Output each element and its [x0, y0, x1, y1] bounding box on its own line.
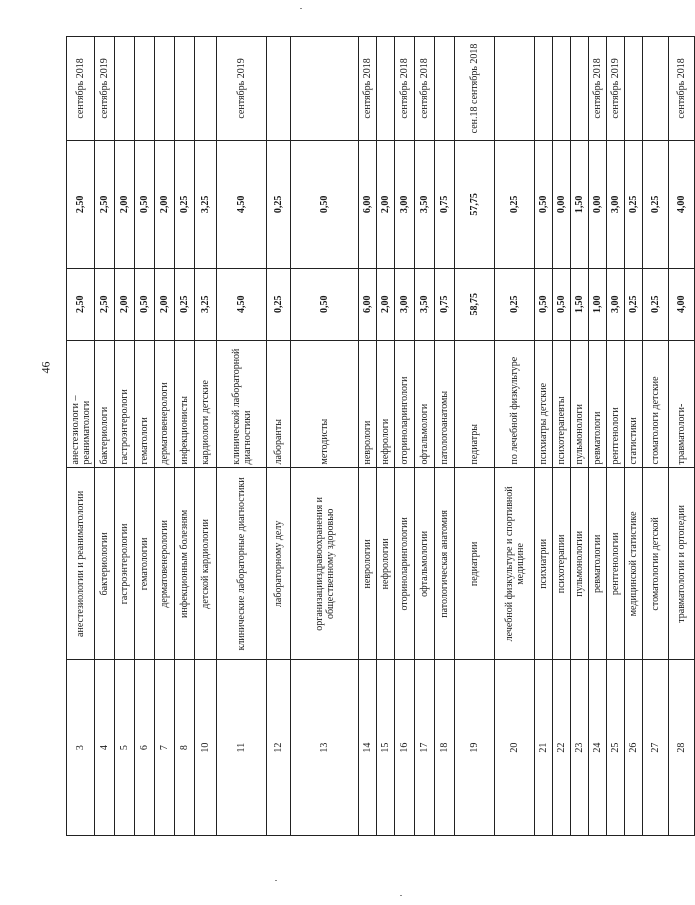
filled-cell: 6,00 — [359, 140, 377, 268]
date-cell: сен.18 сентябрь 2018 — [455, 37, 495, 141]
row-number: 4 — [95, 660, 115, 836]
specialty-cell: лабораторному делу — [267, 468, 291, 660]
date-cell — [535, 37, 553, 141]
filled-cell: 4,50 — [217, 140, 267, 268]
filled-cell: 2,00 — [115, 140, 135, 268]
specialty-cell: анестезиологии и реаниматологии — [67, 468, 95, 660]
filled-cell: 0,50 — [535, 140, 553, 268]
date-cell: сентябрь 2018 — [589, 37, 607, 141]
filled-cell: 3,25 — [195, 140, 217, 268]
rate-cell: 3,50 — [415, 268, 435, 340]
row-number: 26 — [625, 660, 643, 836]
specialty-cell: клинические лабораторные диагностики — [217, 468, 267, 660]
profile-cell: лаборанты — [267, 340, 291, 468]
rate-cell: 0,50 — [291, 268, 359, 340]
filled-cell: 0,00 — [553, 140, 571, 268]
specialty-cell: нефрологии — [377, 468, 395, 660]
row-number: 21 — [535, 660, 553, 836]
filled-cell: 2,50 — [95, 140, 115, 268]
row-number: 27 — [643, 660, 669, 836]
row-number: 16 — [395, 660, 415, 836]
row-number: 11 — [217, 660, 267, 836]
rate-cell: 6,00 — [359, 268, 377, 340]
filled-cell: 2,00 — [155, 140, 175, 268]
table-row — [67, 37, 95, 836]
filled-cell: 0,25 — [625, 140, 643, 268]
specialty-cell: лечебной физкультуре и спортивной медицине — [495, 468, 535, 660]
rate-cell: 0,50 — [535, 268, 553, 340]
profile-cell: гематологи — [135, 340, 155, 468]
date-cell — [175, 37, 195, 141]
specialty-cell: организацииздравоохранения и общественному здоровью — [291, 468, 359, 660]
date-cell — [553, 37, 571, 141]
specialty-cell: пульмонологии — [571, 468, 589, 660]
rate-cell: 2,50 — [95, 268, 115, 340]
table-row — [553, 37, 571, 836]
table-row — [359, 37, 377, 836]
table-row — [535, 37, 553, 836]
table-row — [377, 37, 395, 836]
rate-cell: 0,50 — [135, 268, 155, 340]
rate-cell: 0,25 — [267, 268, 291, 340]
profile-cell: психиатры детские — [535, 340, 553, 468]
date-cell — [267, 37, 291, 141]
row-number: 23 — [571, 660, 589, 836]
table-row — [415, 37, 435, 836]
row-number: 10 — [195, 660, 217, 836]
specialty-cell: педиатрии — [455, 468, 495, 660]
rate-cell: 0,25 — [495, 268, 535, 340]
rate-cell: 2,00 — [155, 268, 175, 340]
specialty-cell: гастроэнтерологии — [115, 468, 135, 660]
table-row — [267, 37, 291, 836]
profile-cell: статистики — [625, 340, 643, 468]
table-row — [95, 37, 115, 836]
profile-cell: методисты — [291, 340, 359, 468]
profile-cell: патологоанатомы — [435, 340, 455, 468]
row-number: 22 — [553, 660, 571, 836]
profile-cell: офтальмологи — [415, 340, 435, 468]
filled-cell: 3,00 — [607, 140, 625, 268]
date-cell — [115, 37, 135, 141]
row-number: 28 — [669, 660, 695, 836]
rate-cell: 58,75 — [455, 268, 495, 340]
table-row — [495, 37, 535, 836]
profile-cell: ревматологи — [589, 340, 607, 468]
row-number: 7 — [155, 660, 175, 836]
specialty-cell: гематологии — [135, 468, 155, 660]
profile-cell: рентгенологи — [607, 340, 625, 468]
date-cell — [571, 37, 589, 141]
table-row — [135, 37, 155, 836]
specialty-cell: травматологии и ортопедии — [669, 468, 695, 660]
row-number: 20 — [495, 660, 535, 836]
table-row — [115, 37, 135, 836]
row-number: 12 — [267, 660, 291, 836]
specialty-cell: офтальмологии — [415, 468, 435, 660]
filled-cell: 2,00 — [377, 140, 395, 268]
date-cell: сентябрь 2018 — [669, 37, 695, 141]
table-row — [625, 37, 643, 836]
table-row — [175, 37, 195, 836]
row-number: 19 — [455, 660, 495, 836]
filled-cell: 0,25 — [495, 140, 535, 268]
specialty-cell: психотерапии — [553, 468, 571, 660]
profile-cell: кардиологи детские — [195, 340, 217, 468]
specialty-cell: стоматологии детской — [643, 468, 669, 660]
filled-cell: 4,00 — [669, 140, 695, 268]
specialty-cell: бактериологии — [95, 468, 115, 660]
profile-cell: дерматовенерологи — [155, 340, 175, 468]
date-cell — [625, 37, 643, 141]
date-cell — [643, 37, 669, 141]
profile-cell: пульмонологи — [571, 340, 589, 468]
rate-cell: 0,50 — [553, 268, 571, 340]
specialty-cell: дерматовенерологии — [155, 468, 175, 660]
row-number: 15 — [377, 660, 395, 836]
date-cell — [377, 37, 395, 141]
profile-cell: по лечебной физкультуре — [495, 340, 535, 468]
row-number: 18 — [435, 660, 455, 836]
rate-cell: 3,00 — [395, 268, 415, 340]
rate-cell: 2,00 — [377, 268, 395, 340]
table-row — [195, 37, 217, 836]
filled-cell: 0,25 — [175, 140, 195, 268]
profile-cell: инфекционисты — [175, 340, 195, 468]
specialty-cell: детской кардиологии — [195, 468, 217, 660]
profile-cell: психотерапевты — [553, 340, 571, 468]
filled-cell: 0,75 — [435, 140, 455, 268]
date-cell: сентябрь 2018 — [359, 37, 377, 141]
rate-cell: 0,25 — [625, 268, 643, 340]
row-number: 8 — [175, 660, 195, 836]
table-row — [155, 37, 175, 836]
filled-cell: 0,25 — [267, 140, 291, 268]
date-cell: сентябрь 2018 — [67, 37, 95, 141]
specialty-cell: патологическая анатомия — [435, 468, 455, 660]
rate-cell: 1,50 — [571, 268, 589, 340]
date-cell — [135, 37, 155, 141]
profile-cell: анестезиологи – реаниматологи — [67, 340, 95, 468]
filled-cell: 3,00 — [395, 140, 415, 268]
rate-cell: 1,00 — [589, 268, 607, 340]
row-number: 24 — [589, 660, 607, 836]
date-cell — [291, 37, 359, 141]
table-row — [217, 37, 267, 836]
row-number: 6 — [135, 660, 155, 836]
table-row — [395, 37, 415, 836]
rate-cell: 3,00 — [607, 268, 625, 340]
profile-cell: нефрологи — [377, 340, 395, 468]
date-cell — [435, 37, 455, 141]
row-number: 13 — [291, 660, 359, 836]
table-row — [607, 37, 625, 836]
table-row — [571, 37, 589, 836]
table-row — [643, 37, 669, 836]
rate-cell: 0,25 — [175, 268, 195, 340]
filled-cell: 2,50 — [67, 140, 95, 268]
specialty-cell: инфекционным болезням — [175, 468, 195, 660]
date-cell — [195, 37, 217, 141]
date-cell: сентябрь 2019 — [607, 37, 625, 141]
profile-cell: неврологи — [359, 340, 377, 468]
table-row — [291, 37, 359, 836]
filled-cell: 0,00 — [589, 140, 607, 268]
staffing-table — [66, 36, 687, 836]
profile-cell: стоматологи детские — [643, 340, 669, 468]
profile-cell: клинической лабораторной диагностики — [217, 340, 267, 468]
date-cell — [495, 37, 535, 141]
row-number: 3 — [67, 660, 95, 836]
rate-cell: 2,00 — [115, 268, 135, 340]
profile-cell: педиатры — [455, 340, 495, 468]
date-cell: сентябрь 2018 — [395, 37, 415, 141]
table-row — [455, 37, 495, 836]
rate-cell: 3,25 — [195, 268, 217, 340]
table-row — [589, 37, 607, 836]
rate-cell: 4,00 — [669, 268, 695, 340]
filled-cell: 0,25 — [643, 140, 669, 268]
row-number: 5 — [115, 660, 135, 836]
rate-cell: 2,50 — [67, 268, 95, 340]
filled-cell: 0,50 — [135, 140, 155, 268]
row-number: 25 — [607, 660, 625, 836]
filled-cell: 1,50 — [571, 140, 589, 268]
filled-cell: 3,50 — [415, 140, 435, 268]
filled-cell: 0,50 — [291, 140, 359, 268]
profile-cell: бактериологи — [95, 340, 115, 468]
specialty-cell: оториноларингологии — [395, 468, 415, 660]
date-cell: сентябрь 2019 — [217, 37, 267, 141]
specialty-cell: неврологии — [359, 468, 377, 660]
table-row — [435, 37, 455, 836]
row-number: 14 — [359, 660, 377, 836]
specialty-cell: рентгенологии — [607, 468, 625, 660]
specialty-cell: ревматологии — [589, 468, 607, 660]
filled-cell: 57,75 — [455, 140, 495, 268]
profile-cell: гастроэнтерологи — [115, 340, 135, 468]
rate-cell: 0,25 — [643, 268, 669, 340]
rate-cell: 4,50 — [217, 268, 267, 340]
row-number: 17 — [415, 660, 435, 836]
page-number: 46 — [38, 361, 53, 374]
profile-cell: травматологи- — [669, 340, 695, 468]
table-row — [669, 37, 695, 836]
date-cell: сентябрь 2018 — [415, 37, 435, 141]
profile-cell: оториноларингологи — [395, 340, 415, 468]
date-cell: сентябрь 2019 — [95, 37, 115, 141]
specialty-cell: медицинской статистике — [625, 468, 643, 660]
rate-cell: 0,75 — [435, 268, 455, 340]
specialty-cell: психиатрии — [535, 468, 553, 660]
date-cell — [155, 37, 175, 141]
